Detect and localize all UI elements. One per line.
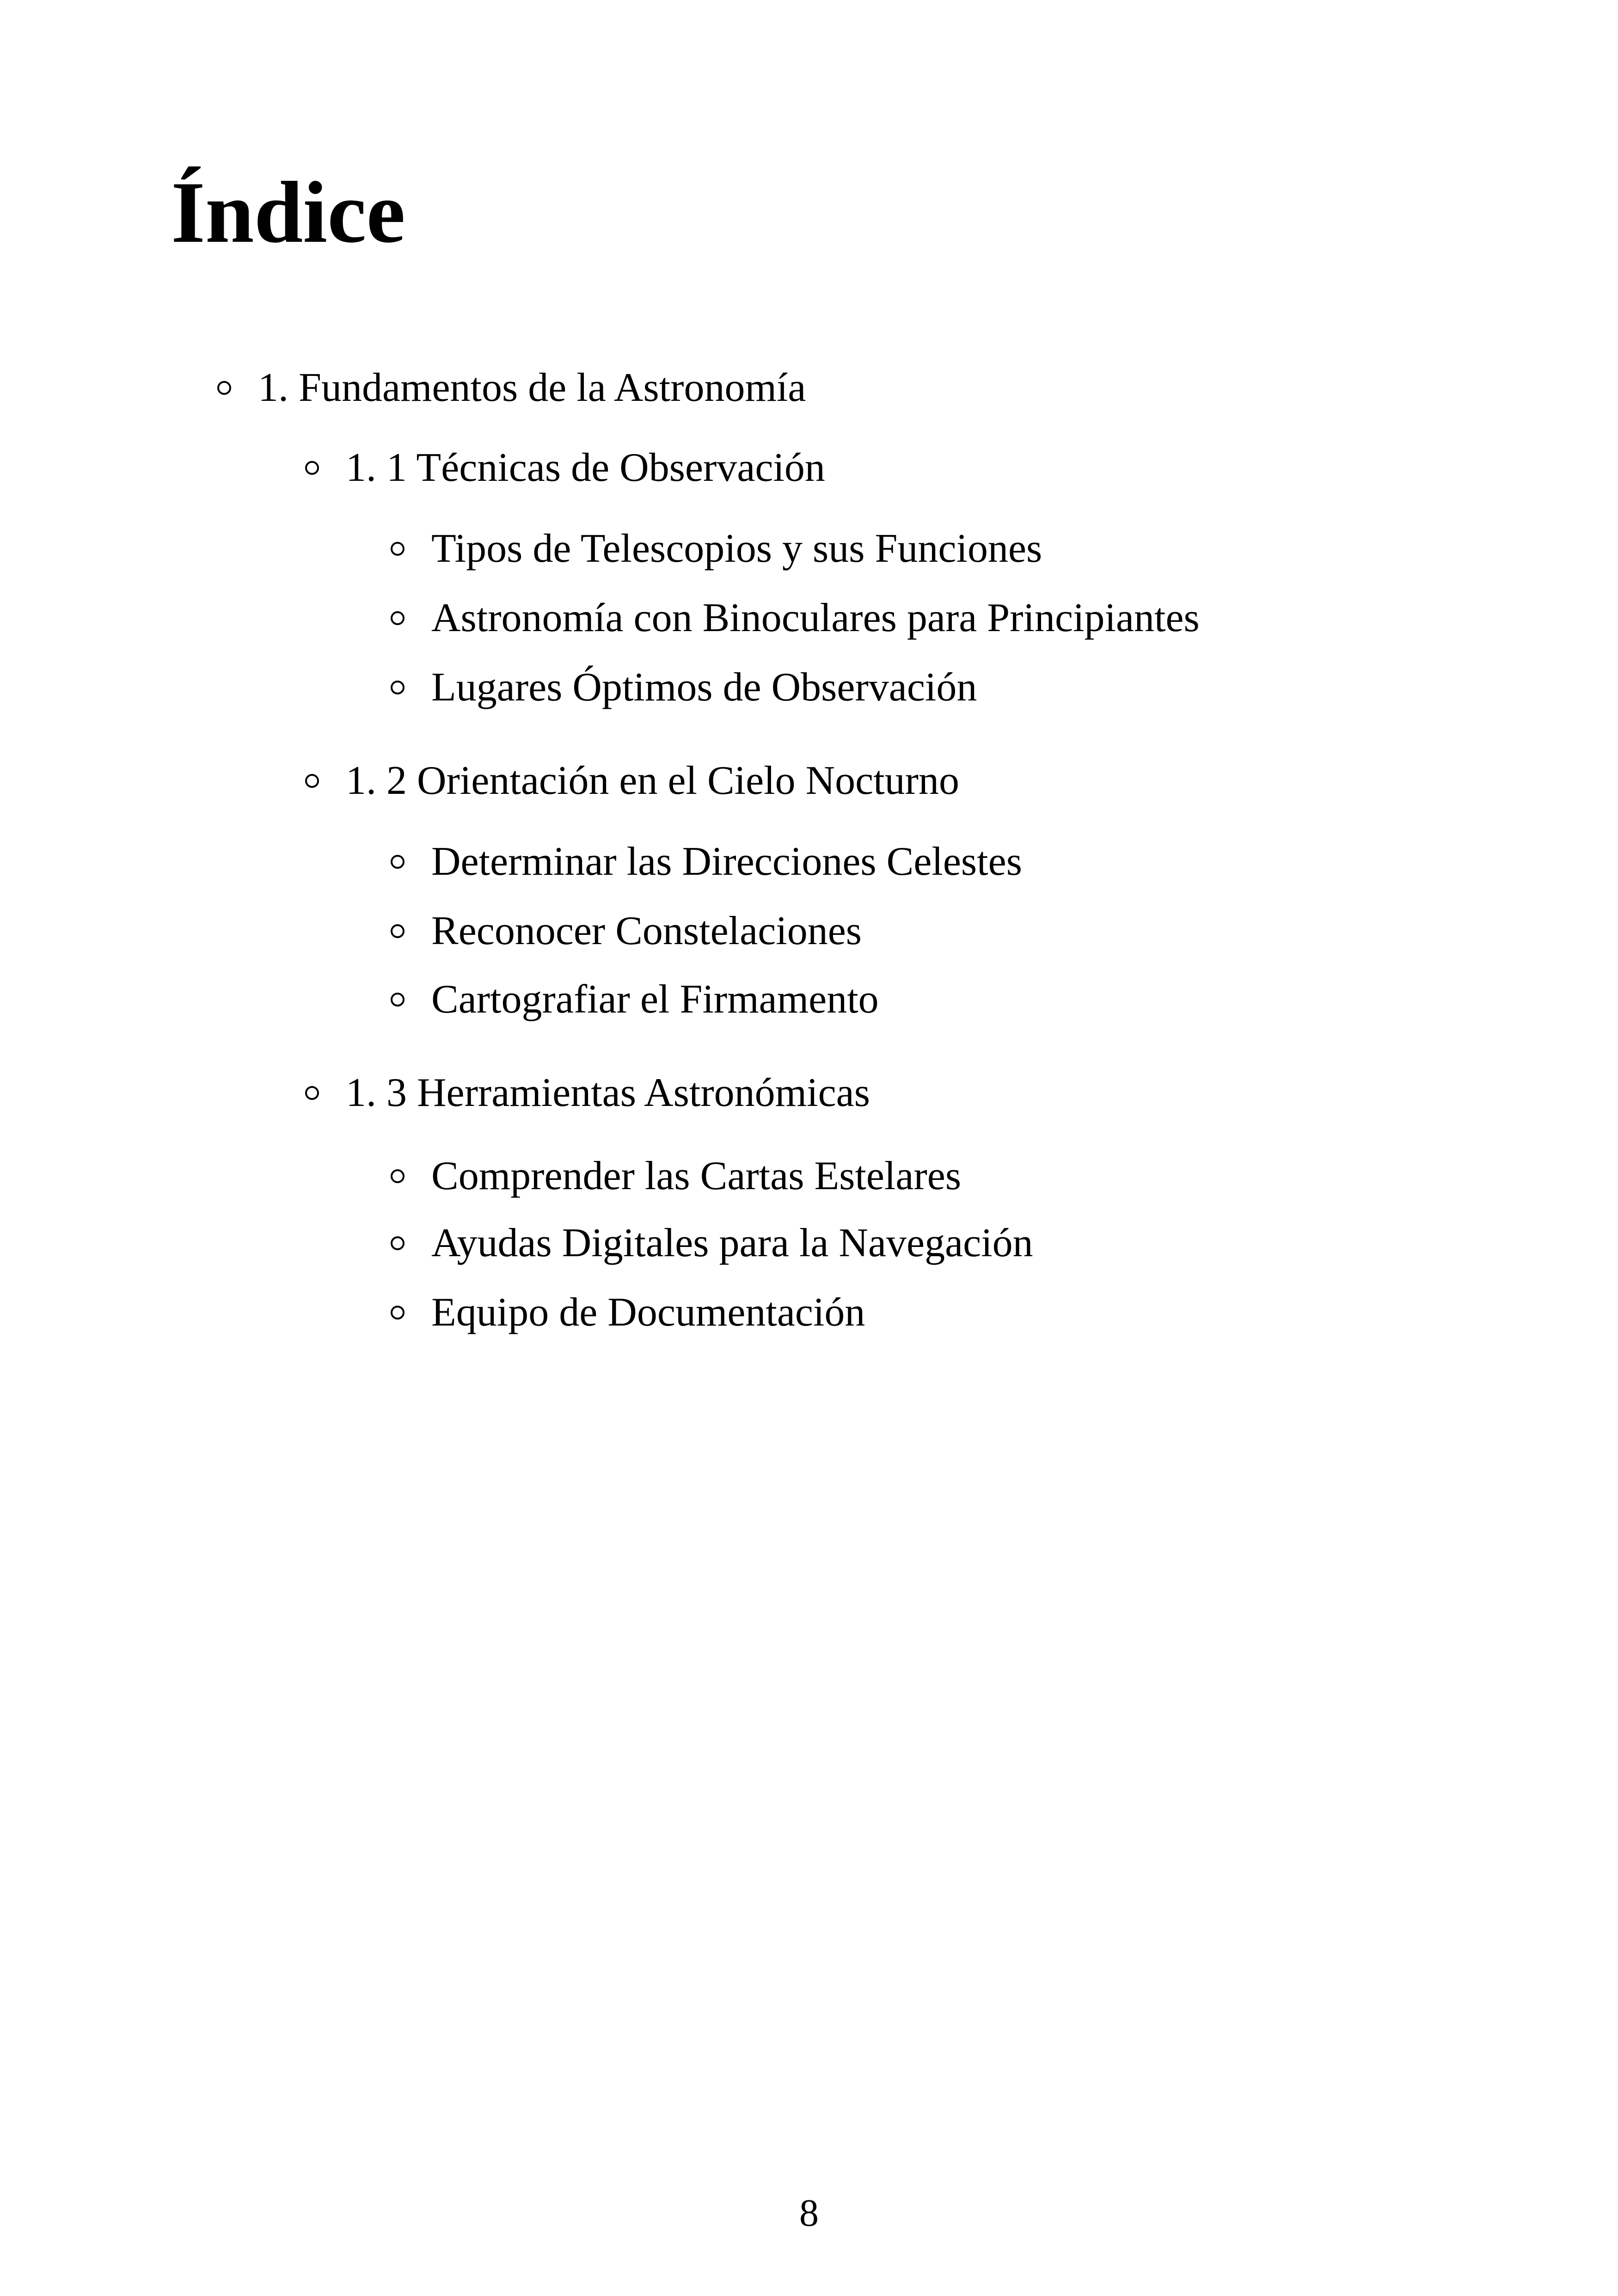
toc-entry-label: Comprender las Cartas Estelares [431,1154,962,1198]
circle-bullet-icon [305,774,319,788]
toc-entry[interactable] [391,595,1200,640]
toc-entry-label: Tipos de Telescopios y sus Funciones [431,526,1042,571]
circle-bullet-icon [391,542,404,556]
toc-entry-label: Determinar las Direcciones Celestes [431,839,1022,884]
circle-bullet-icon [391,1236,404,1250]
toc-entry[interactable] [391,1223,1033,1264]
toc-entry[interactable] [391,1292,865,1333]
toc-entry[interactable] [391,979,879,1020]
toc-entry-label: Reconocer Constelaciones [431,909,862,953]
circle-bullet-icon [391,924,404,938]
toc-entry-label: Astronomía con Binoculares para Principiantes [431,595,1200,640]
circle-bullet-icon [391,611,404,625]
toc-entry-label: 1. 2 Orientación en el Cielo Nocturno [346,758,959,803]
toc-entry-label: Lugares Óptimos de Observación [431,665,977,710]
toc-entry-label: Equipo de Documentación [431,1290,865,1335]
toc-entry[interactable] [305,1070,870,1115]
circle-bullet-icon [391,1306,404,1320]
toc-entry[interactable] [217,365,806,410]
toc-entry[interactable] [391,528,1042,569]
toc-entry-label: 1. Fundamentos de la Astronomía [258,365,806,410]
toc-entry-label: Cartografiar el Firmamento [431,977,879,1022]
circle-bullet-icon [391,855,404,869]
toc-entry-label: Ayudas Digitales para la Navegación [431,1221,1033,1265]
toc-entry-label: 1. 1 Técnicas de Observación [346,445,825,490]
page-number: 8 [799,2192,819,2235]
toc-entry[interactable] [391,1156,961,1197]
toc-entry[interactable] [391,667,977,708]
circle-bullet-icon [217,381,231,395]
toc-entry[interactable] [391,841,1022,882]
toc-entry-label: 1. 3 Herramientas Astronómicas [346,1070,870,1115]
toc-entry[interactable] [305,445,825,490]
circle-bullet-icon [391,1169,404,1183]
toc-entry[interactable] [305,758,959,803]
page-title: Índice [171,164,405,261]
circle-bullet-icon [305,461,319,475]
toc-entry[interactable] [391,911,862,952]
circle-bullet-icon [391,681,404,694]
circle-bullet-icon [305,1086,319,1100]
circle-bullet-icon [391,993,404,1007]
